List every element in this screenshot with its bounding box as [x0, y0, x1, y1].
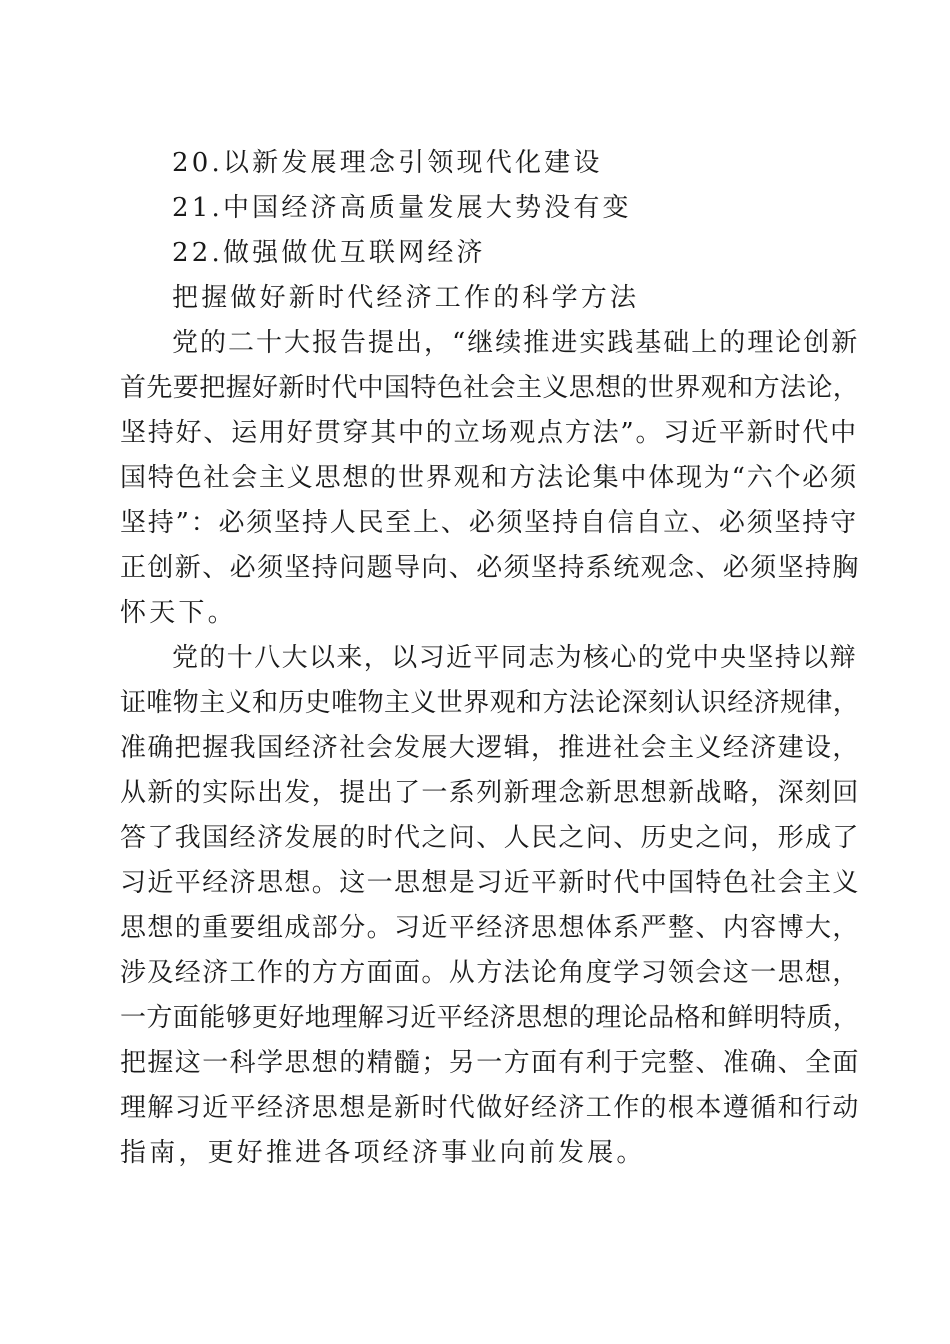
- paragraph-line: 指南，更好推进各项经济事业向前发展。: [120, 1138, 646, 1168]
- paragraph-line: 坚持”：必须坚持人民至上、必须坚持自信自立、必须坚持守: [120, 508, 858, 538]
- section-title: 把握做好新时代经济工作的科学方法: [172, 283, 640, 313]
- list-item: 20.以新发展理念引领现代化建设: [172, 148, 603, 178]
- list-item: 21.中国经济高质量发展大势没有变: [172, 193, 632, 223]
- paragraph-line: 正创新、必须坚持问题导向、必须坚持系统观念、必须坚持胸: [120, 553, 860, 583]
- paragraph-line: 涉及经济工作的方方面面。从方法论角度学习领会这一思想，: [120, 958, 860, 988]
- paragraph-line: 首先要把握好新时代中国特色社会主义思想的世界观和方法论，: [120, 373, 860, 403]
- paragraph-line: 证唯物主义和历史唯物主义世界观和方法论深刻认识经济规律，: [120, 688, 860, 718]
- paragraph-line: 理解习近平经济思想是新时代做好经济工作的根本遵循和行动: [120, 1093, 860, 1123]
- paragraph-line: 习近平经济思想。这一思想是习近平新时代中国特色社会主义: [120, 868, 860, 898]
- paragraph-line: 一方面能够更好地理解习近平经济思想的理论品格和鲜明特质，: [120, 1003, 860, 1033]
- paragraph-line: 党的十八大以来，以习近平同志为核心的党中央坚持以辩: [172, 643, 858, 673]
- list-item: 22.做强做优互联网经济: [172, 238, 486, 268]
- paragraph-line: 党的二十大报告提出，“继续推进实践基础上的理论创新: [172, 328, 860, 358]
- paragraph-line: 从新的实际出发，提出了一系列新理念新思想新战略，深刻回: [120, 778, 860, 808]
- paragraph-line: 怀天下。: [120, 598, 237, 628]
- paragraph-line: 坚持好、运用好贯穿其中的立场观点方法”。习近平新时代中: [120, 418, 858, 448]
- paragraph-line: 把握这一科学思想的精髓；另一方面有利于完整、准确、全面: [120, 1048, 860, 1078]
- paragraph-line: 国特色社会主义思想的世界观和方法论集中体现为“六个必须: [120, 463, 858, 493]
- paragraph-line: 准确把握我国经济社会发展大逻辑，推进社会主义经济建设，: [120, 733, 860, 763]
- paragraph-line: 思想的重要组成部分。习近平经济思想体系严整、内容博大，: [120, 913, 860, 943]
- paragraph-line: 答了我国经济发展的时代之问、人民之问、历史之问，形成了: [120, 823, 860, 853]
